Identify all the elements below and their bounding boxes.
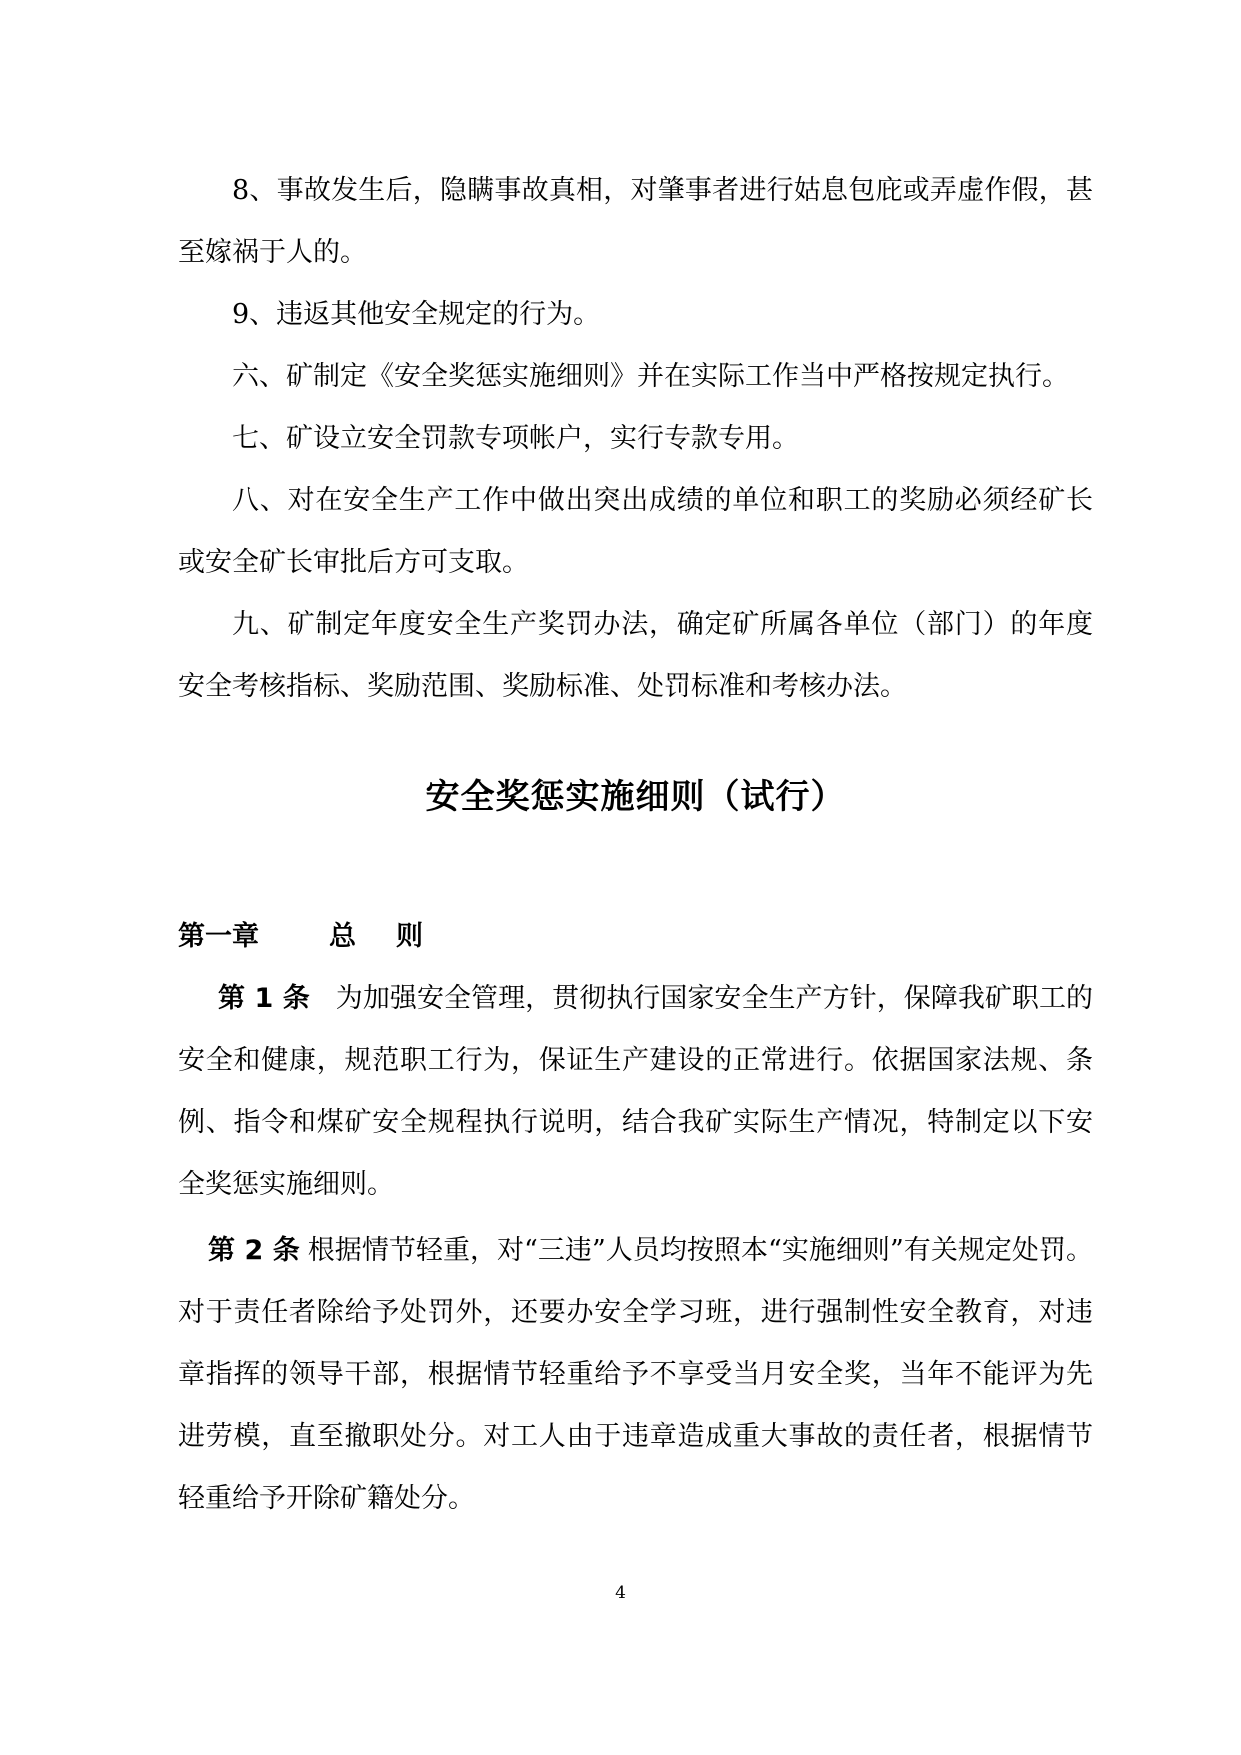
paragraph-section-8: 八、对在安全生产工作中做出突出成绩的单位和职工的奖励必须经矿长或安全矿长审批后方可支取。 (178, 485, 1093, 578)
paragraph-section-6: 六、矿制定《安全奖惩实施细则》并在实际工作当中严格按规定执行。 (232, 361, 1069, 392)
article-2-text: 根据情节轻重，对“三违”人员均按照本“实施细则”有关规定处罚。对于责任者除给予处罚外，还要办安全学习班，进行强制性安全教育，对违章指挥的领导干部，根据情节轻重给予不享受当月安全奖，当年不能评为先进劳模，直至撤职处分。对工人由于违章造成重大事故的责任者，根据情节轻重给予开除矿籍处分。 (178, 1235, 1093, 1514)
chapter-number: 第一章 (178, 921, 259, 952)
chapter-name-part-2: 则 (396, 921, 423, 952)
paragraph-section-9: 九、矿制定年度安全生产奖罚办法，确定矿所属各单位（部门）的年度安全考核指标、奖励范围、奖励标准、处罚标准和考核办法。 (178, 609, 1093, 702)
article-2 (178, 1220, 1093, 1530)
chapter-name-part-1: 总 (329, 921, 356, 952)
paragraph-section-7: 七、矿设立安全罚款专项帐户，实行专款专用。 (232, 423, 799, 454)
article-2-label: 第 2 条 (208, 1235, 300, 1266)
article-1-label: 第 1 条 (218, 983, 310, 1014)
document-title: 安全奖惩实施细则（试行） (425, 777, 846, 817)
document-page (178, 160, 1093, 1530)
chapter-heading (178, 906, 1093, 968)
article-1 (178, 968, 1093, 1216)
page-number: 4 (615, 1583, 626, 1603)
paragraph-item-8: 8、事故发生后，隐瞒事故真相，对肇事者进行姑息包庇或弄虚作假，甚至嫁祸于人的。 (178, 175, 1093, 268)
article-1-text: 为加强安全管理，贯彻执行国家安全生产方针，保障我矿职工的安全和健康，规范职工行为，保证生产建设的正常进行。依据国家法规、条例、指令和煤矿安全规程执行说明，结合我矿实际生产情况，特制定以下安全奖惩实施细则。 (178, 983, 1093, 1200)
paragraph-item-9: 9、违返其他安全规定的行为。 (232, 299, 601, 330)
